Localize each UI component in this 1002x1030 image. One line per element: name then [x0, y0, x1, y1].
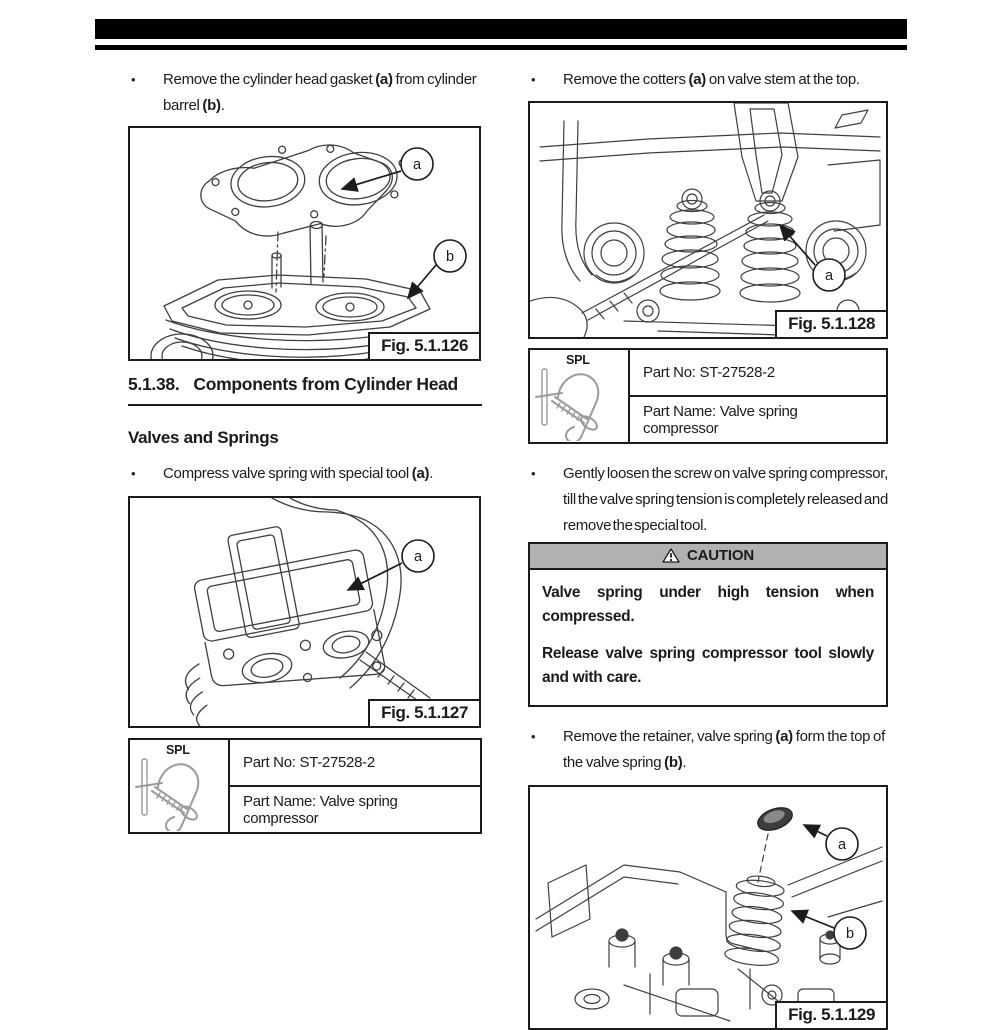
special-tool-table: [528, 348, 888, 444]
svg-text:a: a: [412, 157, 422, 173]
section-heading: [128, 374, 482, 406]
cylinder-barrel-gasket-illustration: [130, 128, 479, 359]
right-column: [528, 62, 888, 1030]
bullet-compress-spring: [128, 461, 482, 487]
top-rule-thick: [95, 19, 907, 39]
callout-a: [804, 825, 858, 860]
part-number-cell: Part No: ST-27528-2: [230, 740, 480, 787]
section-number: 5.1.38.: [128, 374, 180, 394]
figure-5-1-126: [128, 126, 481, 361]
bullet-remove-retainer: [528, 724, 888, 776]
spl-label: SPL: [566, 353, 590, 367]
valve-spring-compressor-tool-icon: [532, 365, 622, 441]
subheading-valves-and-springs: Valves and Springs: [128, 428, 279, 447]
bullet-marker: •: [531, 72, 536, 87]
section-title: Components from Cylinder Head: [193, 374, 458, 394]
spl-label: SPL: [166, 743, 190, 757]
figure-caption: Fig. 5.1.128: [775, 310, 888, 339]
caution-text-1: Valve spring under high tension when compressed.: [542, 584, 874, 625]
callout-a: [780, 225, 845, 291]
bullet-text: Remove the cotters (a) on valve stem at the top.: [563, 71, 860, 88]
figure-caption: Fig. 5.1.129: [775, 1001, 888, 1030]
bullet-text: Compress valve spring with special tool (a).: [163, 465, 434, 482]
retainer-valve-spring-illustration: [530, 787, 886, 1028]
bullet-remove-cotters: [528, 67, 888, 93]
bullet-marker: •: [531, 466, 536, 481]
svg-text:b: b: [445, 249, 455, 265]
special-tool-icon-cell: [530, 350, 630, 442]
figure-5-1-128: [528, 101, 888, 339]
valve-spring-compressor-on-head-illustration: [130, 498, 479, 726]
figure-5-1-127: [128, 496, 481, 728]
top-rule-thin: [95, 45, 907, 50]
bullet-loosen-screw: [528, 461, 888, 539]
svg-text:a: a: [413, 549, 423, 565]
svg-text:a: a: [837, 837, 847, 853]
bullet-text: Remove the retainer, valve spring (a) form the top of the valve spring (b).: [563, 728, 885, 771]
figure-5-1-129: [528, 785, 888, 1030]
caution-header: [530, 544, 886, 570]
valve-spring-compressor-tool-icon: [132, 755, 222, 831]
bullet-remove-gasket: [128, 67, 482, 119]
callout-b: [408, 240, 466, 298]
special-tool-icon-cell: [130, 740, 230, 832]
valve-cotters-illustration: [530, 103, 886, 337]
caution-body: [530, 570, 886, 705]
warning-triangle-icon: [662, 548, 680, 563]
caution-title: CAUTION: [687, 547, 754, 564]
part-name-cell: Part Name: Valve spring compressor: [643, 402, 798, 437]
figure-caption: Fig. 5.1.126: [368, 332, 481, 361]
bullet-text: Gently loosen the screw on valve spring compressor, till the valve spring tension is completely released and remove the special tool.: [563, 465, 888, 534]
svg-text:b: b: [845, 926, 855, 942]
figure-caption: Fig. 5.1.127: [368, 699, 481, 728]
bullet-text: Remove the cylinder head gasket (a) from cylinder barrel (b).: [163, 71, 477, 114]
svg-text:a: a: [824, 268, 834, 284]
bullet-marker: •: [131, 466, 136, 481]
bullet-marker: •: [531, 729, 536, 744]
callout-a: [348, 540, 434, 590]
bullet-marker: •: [131, 72, 136, 87]
special-tool-table: [128, 738, 482, 834]
part-name-cell: Part Name: Valve spring compressor: [243, 792, 398, 827]
caution-text-2: Release valve spring compressor tool slowly and with care.: [542, 645, 874, 686]
left-column: [128, 62, 482, 834]
caution-box: [528, 542, 888, 707]
part-number-cell: Part No: ST-27528-2: [630, 350, 886, 397]
